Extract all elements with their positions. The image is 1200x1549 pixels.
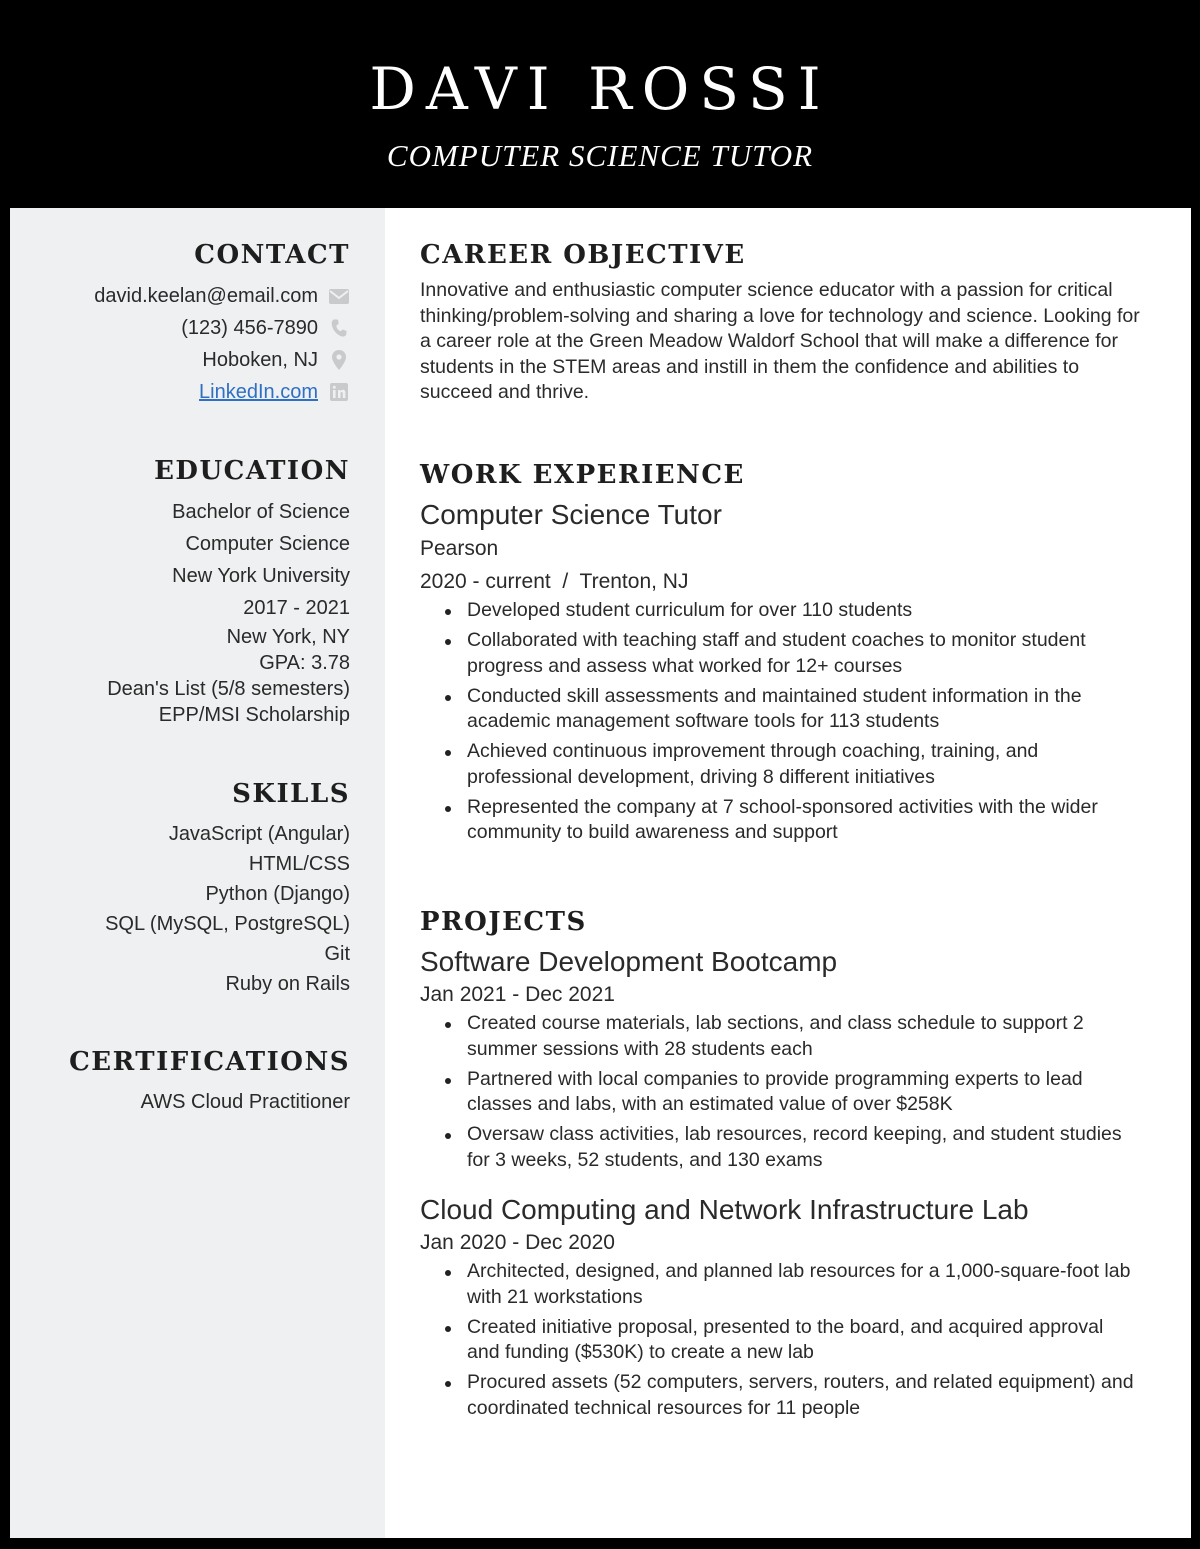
projects-section [420, 905, 1140, 1426]
resume-header [0, 0, 1200, 208]
contact-email [30, 280, 350, 312]
education-gpa: GPA: 3.78 [259, 652, 350, 674]
envelope-icon [328, 285, 350, 307]
experience-heading: WORK EXPERIENCE [420, 460, 745, 490]
objective-text: Innovative and enthusiastic computer science educator with a passion for critical thinking/problem-solving and sharing a love for technology and science. Looking for a career role at the Green Meadow Waldorf School that will make a difference for students in the STEM areas and instill in them the confidence and abilities to succeed and thrive. [420, 279, 1140, 403]
certifications-section [10, 1045, 350, 1117]
certification-item: AWS Cloud Practitioner [140, 1091, 350, 1113]
email-text: david.keelan@email.com [94, 285, 318, 307]
objective-section [420, 238, 1140, 406]
linkedin-icon [328, 381, 350, 403]
location-text: Hoboken, NJ [202, 349, 318, 371]
resume-body [10, 208, 1191, 1538]
education-years: 2017 - 2021 [243, 597, 350, 619]
skills-heading: SKILLS [232, 779, 350, 809]
skills-section [30, 777, 350, 999]
education-section [30, 454, 350, 728]
project-dates: Jan 2020 - Dec 2020 [420, 1231, 615, 1254]
list-item: Created course materials, lab sections, and class schedule to support 2 summer sessions with 28 students each [420, 1011, 1140, 1062]
project-title: Cloud Computing and Network Infrastructure Lab [420, 1194, 1029, 1225]
skill-item: Python (Django) [205, 883, 350, 905]
skill-item: Git [324, 943, 350, 965]
skill-item: Ruby on Rails [225, 973, 350, 995]
skill-item: HTML/CSS [248, 853, 350, 875]
project-dates: Jan 2021 - Dec 2021 [420, 983, 615, 1006]
linkedin-link[interactable]: LinkedIn.com [199, 381, 318, 403]
education-degree: Bachelor of Science [172, 501, 350, 523]
job-bullets [420, 598, 1140, 846]
project-item [420, 1193, 1140, 1421]
education-heading: EDUCATION [154, 456, 350, 486]
projects-heading: PROJECTS [420, 907, 587, 937]
contact-heading: CONTACT [194, 240, 350, 270]
map-pin-icon [328, 349, 350, 371]
project-item [420, 945, 1140, 1173]
job-title: Computer Science Tutor [420, 499, 722, 530]
list-item: Collaborated with teaching staff and student coaches to monitor student progress and assess what worked for 12+ courses [420, 628, 1140, 679]
list-item: Created initiative proposal, presented to the board, and acquired approval and funding ($530K) to create a new lab [420, 1315, 1140, 1366]
project-bullets [420, 1259, 1140, 1421]
sidebar [10, 208, 385, 1538]
education-school: New York University [172, 565, 350, 587]
skill-item: JavaScript (Angular) [168, 823, 350, 845]
skill-item: SQL (MySQL, PostgreSQL) [105, 913, 350, 935]
job-meta: 2020 - current / Trenton, NJ [420, 570, 689, 593]
project-title: Software Development Bootcamp [420, 946, 838, 977]
list-item: Achieved continuous improvement through coaching, training, and professional development, driving 8 different initiatives [420, 739, 1140, 790]
candidate-name: DAVI ROSSI [369, 55, 831, 123]
contact-phone [30, 312, 350, 344]
experience-section [420, 458, 1140, 850]
phone-text: (123) 456-7890 [181, 317, 318, 339]
education-location: New York, NY [226, 626, 350, 648]
objective-heading: CAREER OBJECTIVE [420, 240, 746, 270]
contact-linkedin [30, 376, 350, 408]
candidate-title: COMPUTER SCIENCE TUTOR [386, 138, 814, 173]
list-item: Architected, designed, and planned lab resources for a 1,000-square-foot lab with 21 workstations [420, 1259, 1140, 1310]
list-item: Oversaw class activities, lab resources, record keeping, and student studies for 3 weeks, 52 students, and 130 exams [420, 1122, 1140, 1173]
list-item: Partnered with local companies to provide programming experts to lead classes and labs, with an estimated value of over $258K [420, 1067, 1140, 1118]
job-company: Pearson [420, 537, 499, 560]
list-item: Represented the company at 7 school-sponsored activities with the wider community to build awareness and support [420, 795, 1140, 846]
certifications-heading: CERTIFICATIONS [69, 1047, 350, 1077]
list-item: Procured assets (52 computers, servers, routers, and related equipment) and coordinated technical resources for 11 people [420, 1370, 1140, 1421]
project-bullets [420, 1011, 1140, 1173]
list-item: Conducted skill assessments and maintained student information in the academic management software tools for 113 students [420, 684, 1140, 735]
phone-icon [328, 317, 350, 339]
education-honors: Dean's List (5/8 semesters) [107, 678, 350, 700]
education-major: Computer Science [185, 533, 350, 555]
list-item: Developed student curriculum for over 110 students [420, 598, 1140, 624]
contact-location [30, 344, 350, 376]
contact-section [30, 238, 350, 408]
education-scholarship: EPP/MSI Scholarship [158, 704, 350, 726]
